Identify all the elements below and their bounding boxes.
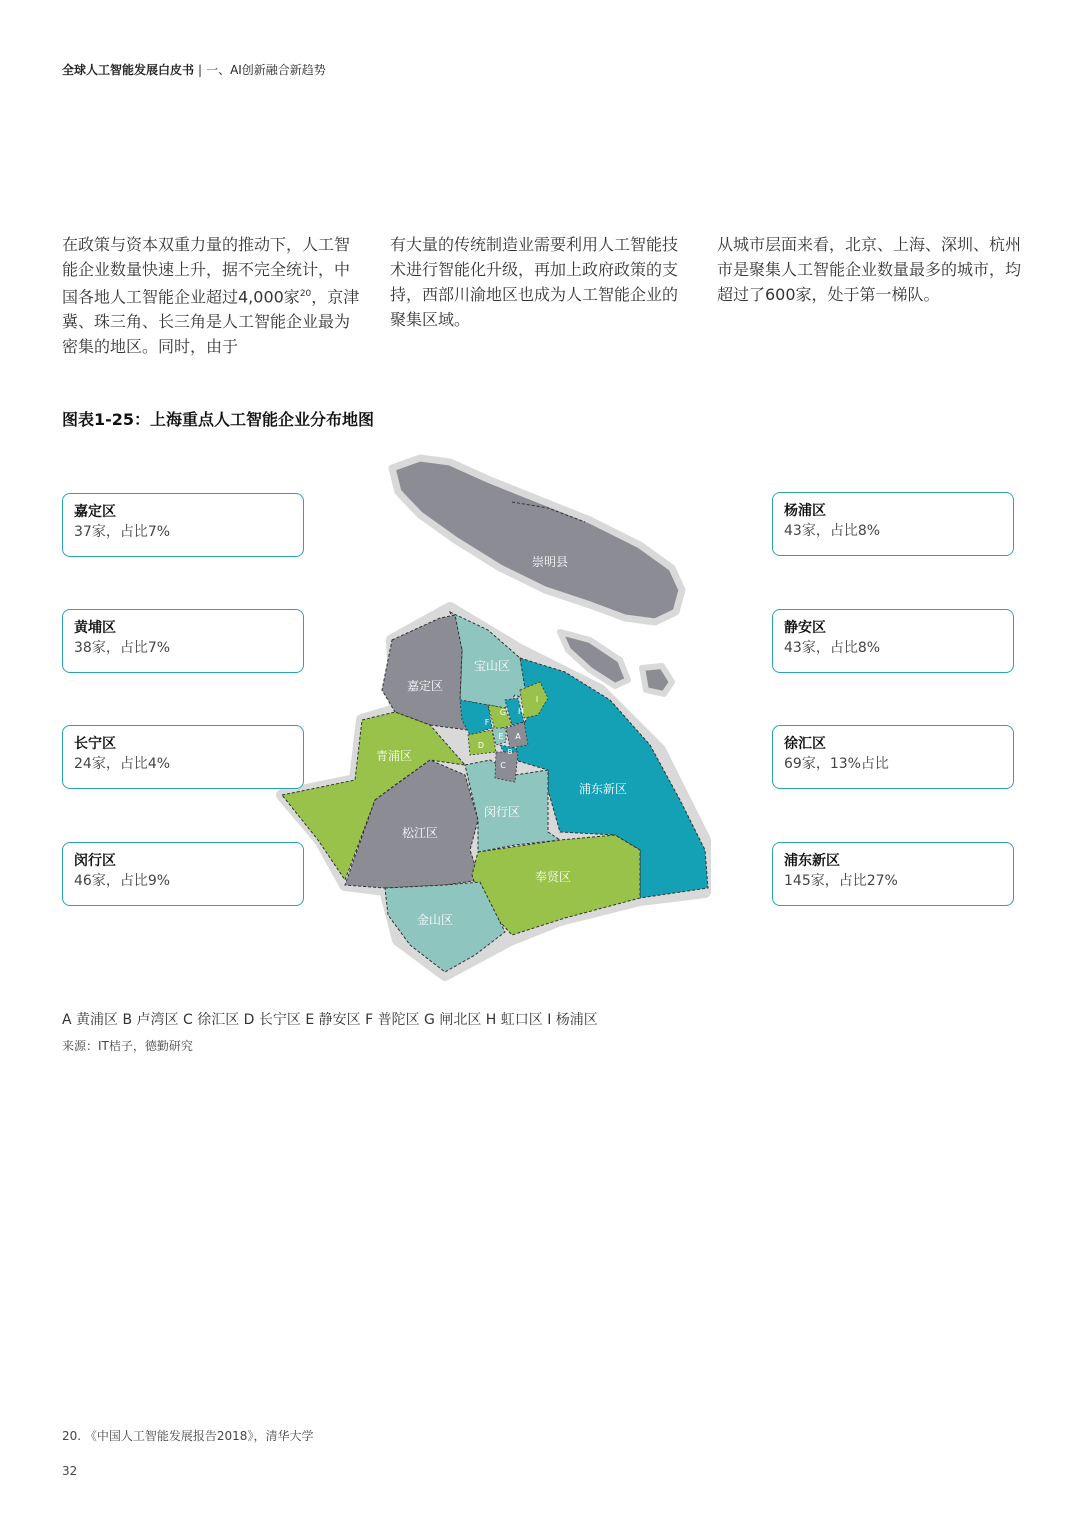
box-district-value: 37家，占比7% bbox=[74, 524, 171, 540]
box-district-value: 69家，13%占比 bbox=[784, 756, 889, 772]
body-column-2: 有大量的传统制造业需要利用人工智能技术进行智能化升级，再加上政府政策的支持，西部川渝地区也成为人工智能企业的聚集区域。 bbox=[390, 235, 679, 329]
label-A: A bbox=[515, 732, 521, 741]
figure-source: 来源：IT桔子，德勤研究 bbox=[62, 1039, 193, 1053]
label-I: I bbox=[535, 695, 539, 704]
box-district-value: 145家，占比27% bbox=[784, 873, 898, 889]
map-region-C bbox=[495, 752, 518, 782]
footnote: 20. 《中国人工智能发展报告2018》，清华大学 bbox=[62, 1429, 314, 1443]
box-district-name: 闵行区 bbox=[74, 853, 116, 869]
label-C: C bbox=[500, 761, 506, 770]
label-fengxian: 奉贤区 bbox=[534, 870, 572, 884]
label-jiading: 嘉定区 bbox=[406, 679, 444, 693]
map-legend: A 黄浦区 B 卢湾区 C 徐汇区 D 长宁区 E 静安区 F 普陀区 G 闸北区 H 虹口区 I 杨浦区 bbox=[62, 1012, 598, 1028]
box-district-value: 43家，占比8% bbox=[784, 523, 881, 539]
section-title: 一、AI创新融合新趋势 bbox=[206, 63, 326, 77]
box-district-value: 38家，占比7% bbox=[74, 640, 171, 656]
label-chongming: 崇明县 bbox=[531, 555, 569, 569]
figure-title: 图表1-25：上海重点人工智能企业分布地图 bbox=[62, 410, 375, 429]
label-B: B bbox=[507, 748, 513, 756]
label-pudong: 浦东新区 bbox=[578, 782, 628, 796]
map-region-hengsha-island bbox=[642, 666, 672, 694]
box-district-value: 43家，占比8% bbox=[784, 640, 881, 656]
box-district-name: 静安区 bbox=[784, 620, 826, 636]
label-jinshan: 金山区 bbox=[416, 913, 454, 927]
info-box-changning bbox=[62, 725, 304, 789]
body-text-1a: 在政策与资本双重力量的推动下，人工智能企业数量快速上升，据不完全统计，中国各地人工智能企业超过4,000家 bbox=[62, 235, 351, 307]
label-qingpu: 青浦区 bbox=[375, 749, 413, 763]
info-box-jingan bbox=[772, 609, 1014, 673]
body-column-3: 从城市层面来看，北京、上海、深圳、杭州市是聚集人工智能企业数量最多的城市，均超过了600家，处于第一梯队。 bbox=[717, 235, 1022, 304]
info-box-minhang bbox=[62, 842, 304, 906]
header-separator: | bbox=[198, 63, 203, 77]
label-F: F bbox=[484, 718, 490, 727]
label-E: E bbox=[498, 732, 504, 741]
box-district-name: 杨浦区 bbox=[784, 503, 826, 519]
report-title: 全球人工智能发展白皮书 bbox=[62, 63, 195, 77]
info-box-yangpu bbox=[772, 492, 1014, 556]
info-box-xuhui bbox=[772, 725, 1014, 789]
body-text-1b: ，京津冀、珠三角、长三角是人工智能企业最为密集的地区。同时，由于 bbox=[62, 287, 360, 357]
map-region-chongming bbox=[392, 458, 682, 622]
box-district-name: 黄埔区 bbox=[74, 620, 116, 636]
label-G: G bbox=[499, 708, 507, 717]
info-box-pudong bbox=[772, 842, 1014, 906]
label-H: H bbox=[517, 707, 525, 716]
info-box-huangpu bbox=[62, 609, 304, 673]
box-district-name: 浦东新区 bbox=[784, 853, 840, 869]
label-baoshan: 宝山区 bbox=[473, 659, 511, 673]
info-box-jiading bbox=[62, 493, 304, 557]
page-number: 32 bbox=[62, 1464, 78, 1478]
box-district-name: 长宁区 bbox=[74, 736, 116, 752]
label-D: D bbox=[477, 741, 485, 750]
label-minhang: 闵行区 bbox=[483, 805, 521, 819]
box-district-value: 24家，占比4% bbox=[74, 756, 171, 772]
box-district-name: 徐汇区 bbox=[784, 736, 826, 752]
footnote-ref[interactable]: 20 bbox=[299, 289, 312, 299]
box-district-name: 嘉定区 bbox=[74, 504, 116, 520]
label-songjiang: 松江区 bbox=[401, 826, 439, 840]
box-district-value: 46家，占比9% bbox=[74, 873, 171, 889]
